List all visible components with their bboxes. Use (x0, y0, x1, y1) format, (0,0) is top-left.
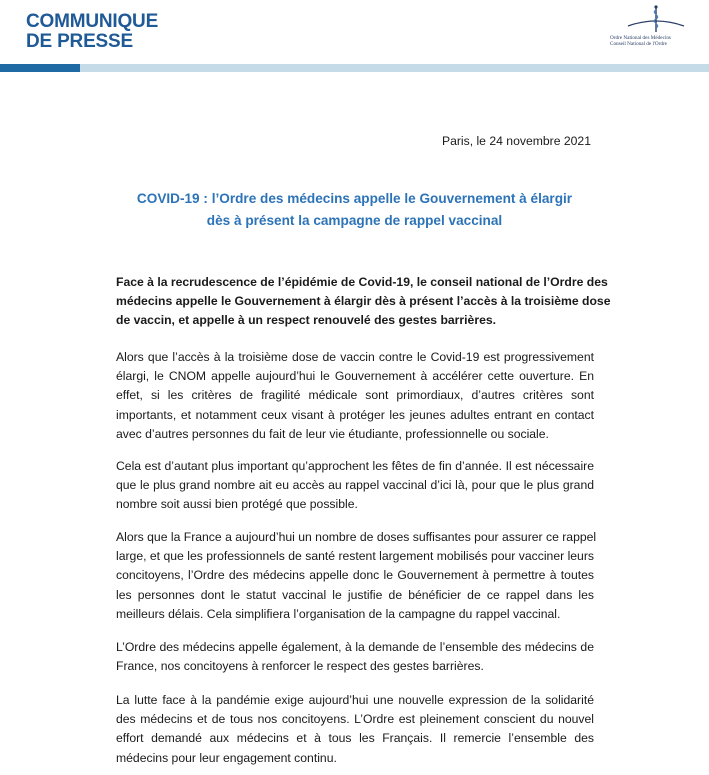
ordre-logo (608, 4, 704, 52)
lead-paragraph (116, 273, 611, 331)
release-title (90, 188, 619, 232)
paragraph-line: des médecins et de tous nos concitoyens. L’Ordre est pleinement conscient du nouvel (116, 712, 594, 727)
paragraph-line: large, et que les professionnels de santé restent largement mobilisés pour vacciner leurs (116, 549, 594, 564)
brand-line-1: COMMUNIQUE (26, 11, 159, 32)
brand-line-2: DE PRESSE (26, 31, 133, 52)
body-paragraph-5 (116, 691, 594, 768)
paragraph-line: La lutte face à la pandémie exige aujourd’hui une nouvelle expression de la solidarité (116, 693, 594, 707)
page-header (0, 0, 709, 70)
paragraph-line: effort demandé aux médecins et à tous les Français. Il remercie l’ensemble des (116, 731, 594, 746)
paragraph-line: France, nos concitoyens à renforcer le respect des gestes barrières. (116, 659, 484, 674)
header-band-light (80, 64, 709, 72)
paragraph-line: meilleurs délais. Cela simplifiera l’organisation de la campagne du rappel vaccinal. (116, 606, 561, 621)
paragraph-line: nombre soit aussi bien protégé que possible. (116, 497, 358, 512)
paragraph-line: Alors que l’accès à la troisième dose de vaccin contre le Covid-19 est progressivement (116, 350, 594, 364)
body-paragraph-2 (116, 457, 594, 515)
paragraph-line: avec d’autres personnes du fait de leur vie étudiante, professionnelle ou sociale. (116, 426, 549, 441)
paragraph-line: Alors que la France a aujourd’hui un nombre de doses suffisantes pour assurer ce rappel (116, 530, 597, 544)
paragraph-line: de vaccin, et appelle à un respect renouvelé des gestes barrières. (116, 313, 497, 328)
paragraph-line: concitoyens, l’Ordre des médecins appelle donc le Gouvernement à permettre à toutes (116, 568, 594, 583)
paragraph-line: médecins pour leur engagement continu. (116, 750, 337, 765)
paragraph-line: que le plus grand nombre ait eu accès au rappel vaccinal d’ici là, pour que le plus grand (116, 478, 594, 493)
title-line-2: dès à présent la campagne de rappel vaccinal (206, 213, 503, 228)
title-line-1: COVID-19 : l’Ordre des médecins appelle le Gouvernement à élargir (136, 191, 573, 206)
caduceus-icon (626, 4, 686, 34)
org-line-2: Conseil National de l'Ordre (610, 41, 667, 47)
org-line-1: Ordre National des Médecins (610, 35, 671, 41)
body-paragraph-4 (116, 638, 594, 676)
org-name (610, 35, 706, 47)
paragraph-line: effet, si les critères de fragilité médicale sont primordiaux, d’autres critères sont (116, 388, 594, 403)
press-release-heading (26, 12, 158, 52)
release-date: Paris, le 24 novembre 2021 (441, 134, 591, 148)
body-paragraph-3 (116, 528, 597, 624)
paragraph-line: importants, et notamment ceux visant à protéger les jeunes adultes entrant en contact (116, 407, 594, 422)
body-paragraph-1 (116, 348, 594, 444)
paragraph-line: Face à la recrudescence de l’épidémie de Covid-19, le conseil national de l’Ordre des (116, 275, 608, 289)
paragraph-line: L’Ordre des médecins appelle également, à la demande de l’ensemble des médecins de (116, 640, 594, 654)
paragraph-line: Cela est d’autant plus important qu’approchent les fêtes de fin d’année. Il est nécessaire (116, 459, 594, 473)
paragraph-line: élargi, le CNOM appelle aujourd’hui le Gouvernement à accélérer cette ouverture. En (116, 369, 594, 384)
paragraph-line: les personnes dont le statut vaccinal le justifie de bénéficier de ce rappel dans les (116, 587, 594, 602)
header-band-dark (0, 64, 80, 72)
paragraph-line: médecins appelle le Gouvernement à élargir dès à présent l’accès à la troisième dose (116, 294, 611, 309)
